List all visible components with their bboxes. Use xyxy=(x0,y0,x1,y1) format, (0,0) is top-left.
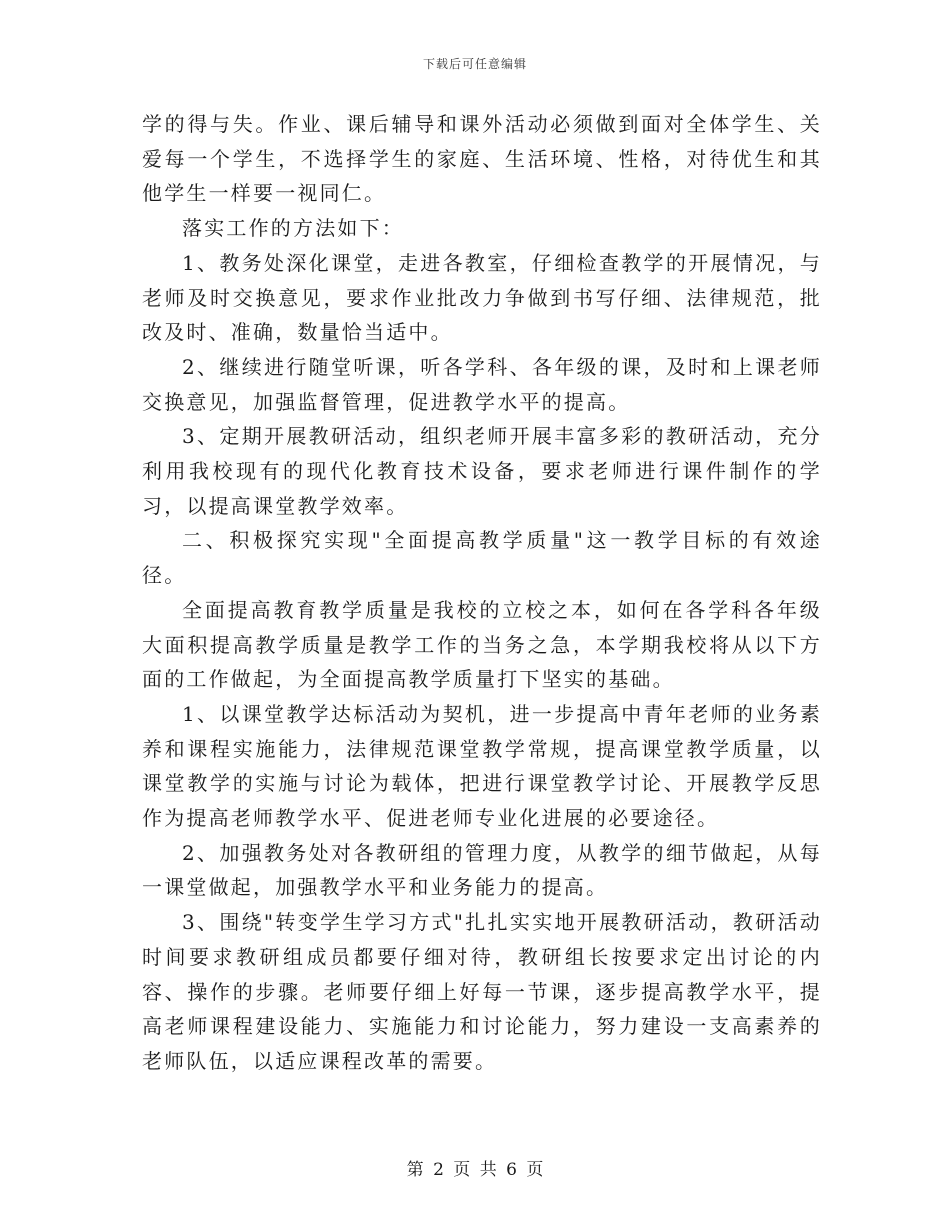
paragraph-3: 1、教务处深化课堂，走进各教室，仔细检查教学的开展情况，与老师及时交换意见，要求作业批改力争做到书写仔细、法律规范，批改及时、准确，数量恰当适中。 xyxy=(142,250,822,345)
paragraph-4: 2、继续进行随堂听课，听各学科、各年级的课，及时和上课老师交换意见，加强监督管理，促进教学水平的提高。 xyxy=(142,354,822,414)
section-heading: 二、积极探究实现"全面提高教学质量"这一教学目标的有效途径。 xyxy=(142,528,822,588)
paragraph-10: 3、围绕"转变学生学习方式"扎扎实实地开展教研活动，教研活动时间要求教研组成员都要仔细对待，教研组长按要求定出讨论的内容、操作的步骤。老师要仔细上好每一节课，逐步提高教学水平，提高老师课程建设能力、实施能力和讨论能力，努力建设一支高素养的老师队伍，以适应课程改革的需要。 xyxy=(142,910,822,1073)
paragraph-2: 落实工作的方法如下： xyxy=(182,216,404,241)
paragraph-9: 2、加强教务处对各教研组的管理力度，从教学的细节做起，从每一课堂做起，加强教学水平和业务能力的提高。 xyxy=(142,840,822,900)
paragraph-7: 全面提高教育教学质量是我校的立校之本，如何在各学科各年级大面积提高教学质量是教学工作的当务之急，本学期我校将从以下方面的工作做起，为全面提高教学质量打下坚实的基础。 xyxy=(142,597,822,692)
page-number: 第 2 页 共 6 页 xyxy=(406,1160,544,1180)
page-header: 下载后可任意编辑 xyxy=(422,57,527,71)
document-body xyxy=(142,107,822,1079)
paragraph-8: 1、以课堂教学达标活动为契机，进一步提高中青年老师的业务素养和课程实施能力，法律规范课堂教学常规，提高课堂教学质量，以课堂教学的实施与讨论为载体，把进行课堂教学讨论、开展教学反思作为提高老师教学水平、促进老师专业化进展的必要途径。 xyxy=(142,701,822,831)
paragraph-1: 学的得与失。作业、课后辅导和课外活动必须做到面对全体学生、关爱每一个学生，不选择学生的家庭、生活环境、性格，对待优生和其他学生一样要一视同仁。 xyxy=(142,112,822,206)
paragraph-5: 3、定期开展教研活动，组织老师开展丰富多彩的教研活动，充分利用我校现有的现代化教育技术设备，要求老师进行课件制作的学习，以提高课堂教学效率。 xyxy=(142,424,822,518)
